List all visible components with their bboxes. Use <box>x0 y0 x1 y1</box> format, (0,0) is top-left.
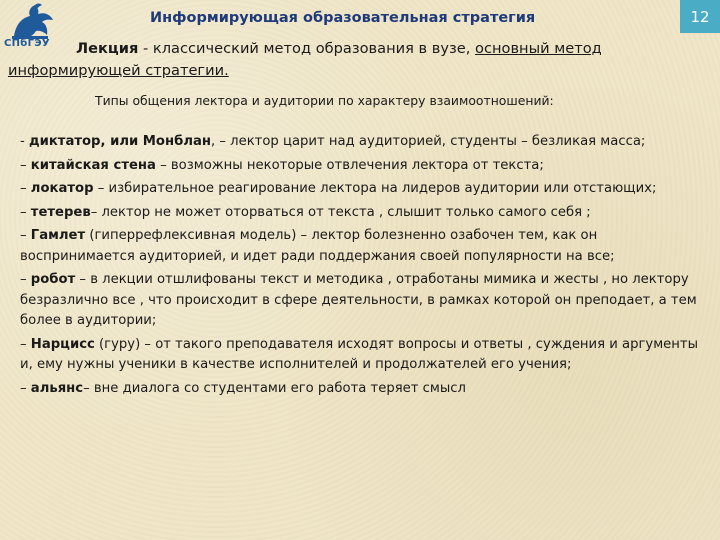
type-item <box>20 132 700 153</box>
type-text: – возможны некоторые отвлечения лектора от текста; <box>155 157 544 173</box>
type-text: – лектор не может оторваться от текста , слышит только самого себя ; <box>90 204 591 220</box>
lead-paragraph <box>8 38 688 82</box>
type-term: Гамлет <box>30 228 86 243</box>
item-prefix: – <box>20 380 31 396</box>
lead-text: - классический метод образования в вузе, <box>138 40 476 57</box>
type-term: робот <box>30 272 76 287</box>
item-prefix: – <box>20 336 31 352</box>
type-text: – в лекции отшлифованы текст и методика , отработаны мимика и жесты , но лектору безразлично все , что происходит в сфере деятельности, в рамках которой он преподает, а тем более в аудитории; <box>20 272 697 328</box>
type-text: (гиперрефлексивная модель) – лектор болезненно озабочен тем, как он воспринимается аудиторией, и идет ради поддержания своей популярности на все; <box>20 228 615 264</box>
type-item <box>20 270 700 332</box>
type-text: (гуру) – от такого преподавателя исходят вопросы и ответы , суждения и аргументы и, ему нужны ученики в качестве исполнителей и продолжателей его учения; <box>20 336 698 372</box>
type-term: тетерев <box>30 204 91 220</box>
type-term: диктатор, или Монблан <box>28 134 211 149</box>
type-text: – вне диалога со студентами его работа теряет смысл <box>83 380 466 396</box>
type-text: – избирательное реагирование лектора на лидеров аудитории или отстающих; <box>93 181 657 196</box>
type-term: альянс <box>30 380 84 396</box>
item-prefix: - <box>20 134 29 149</box>
slide-title: Информирующая образовательная стратегия <box>150 10 536 26</box>
type-text: , – лектор царит над аудиторией, студенты – безликая масса; <box>210 134 646 149</box>
item-prefix: – <box>20 228 31 243</box>
logo-text: СПбГЭУ <box>4 38 50 49</box>
item-prefix: – <box>20 157 31 173</box>
type-item <box>20 156 700 177</box>
type-item <box>20 179 700 200</box>
item-prefix: – <box>20 204 31 220</box>
page-number-badge: 12 <box>680 0 720 33</box>
type-term: Нарцисс <box>30 336 95 352</box>
types-subheading: Типы общения лектора и аудитории по характеру взаимоотношений: <box>95 93 554 108</box>
type-item <box>20 379 700 400</box>
item-prefix: – <box>20 181 31 196</box>
type-term: китайская стена <box>30 157 156 173</box>
type-item <box>20 203 700 224</box>
type-item <box>20 226 700 267</box>
type-term: локатор <box>30 181 94 196</box>
item-prefix: – <box>20 272 31 287</box>
type-item <box>20 335 700 376</box>
lead-underlined: основный метод информирующей стратегии. <box>8 40 602 79</box>
lead-term: Лекция <box>76 40 139 57</box>
types-list <box>20 132 700 402</box>
